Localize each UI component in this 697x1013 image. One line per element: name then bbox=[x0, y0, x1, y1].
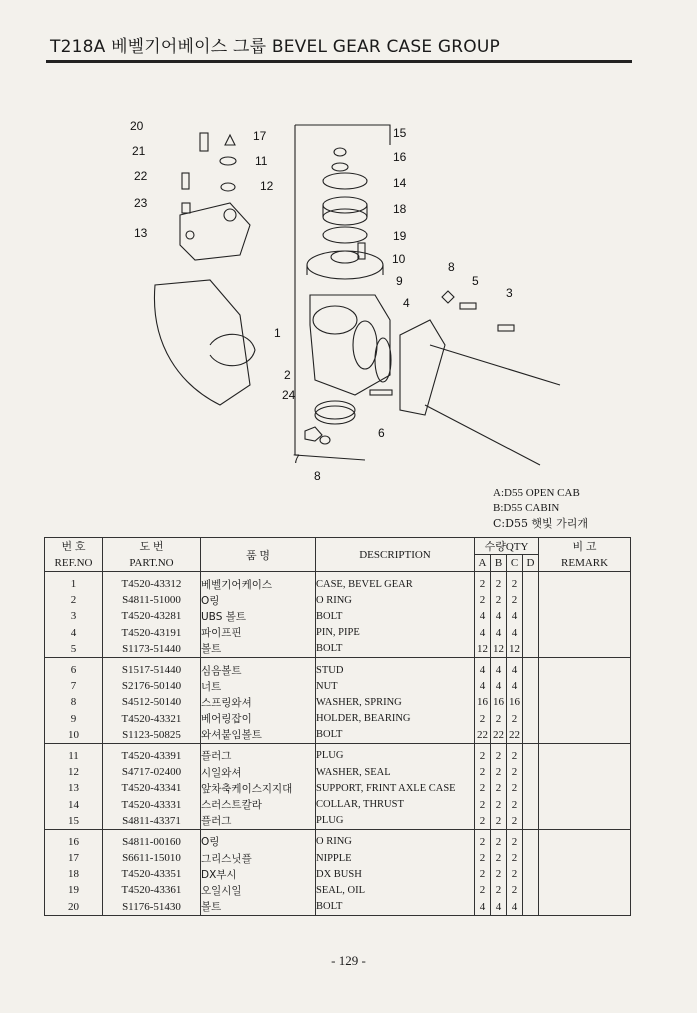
table-row bbox=[45, 711, 631, 727]
qty-b-cell: 22 bbox=[491, 727, 507, 744]
description-cell: BOLT bbox=[316, 899, 475, 916]
remark-cell bbox=[539, 764, 631, 780]
qty-a-cell: 2 bbox=[475, 764, 491, 780]
callout-label: 19 bbox=[393, 229, 407, 243]
header-qty-b: B bbox=[491, 555, 507, 572]
part-no-cell: S4811-43371 bbox=[103, 813, 201, 830]
table-row bbox=[45, 657, 631, 678]
qty-a-cell: 2 bbox=[475, 813, 491, 830]
qty-c-cell: 2 bbox=[507, 813, 523, 830]
korean-name-cell: 파이프핀 bbox=[201, 625, 316, 641]
callout-label: 12 bbox=[260, 179, 274, 193]
ref-cell: 10 bbox=[45, 727, 103, 744]
description-cell: SUPPORT, FRINT AXLE CASE bbox=[316, 780, 475, 796]
qty-c-cell: 16 bbox=[507, 694, 523, 710]
qty-c-cell: 2 bbox=[507, 882, 523, 898]
description-cell: O RING bbox=[316, 592, 475, 608]
korean-name-cell: 너트 bbox=[201, 678, 316, 694]
qty-d-cell bbox=[523, 657, 539, 678]
qty-a-cell: 2 bbox=[475, 829, 491, 850]
qty-a-cell: 4 bbox=[475, 625, 491, 641]
description-cell: HOLDER, BEARING bbox=[316, 711, 475, 727]
qty-a-cell: 2 bbox=[475, 711, 491, 727]
qty-c-cell: 2 bbox=[507, 796, 523, 812]
callout-label: 18 bbox=[393, 202, 407, 216]
callout-label: 15 bbox=[393, 126, 407, 140]
qty-c-cell: 2 bbox=[507, 592, 523, 608]
remark-cell bbox=[539, 743, 631, 764]
qty-a-cell: 4 bbox=[475, 899, 491, 916]
qty-d-cell bbox=[523, 899, 539, 916]
qty-d-cell bbox=[523, 796, 539, 812]
callout-label: 3 bbox=[506, 286, 513, 300]
table-row bbox=[45, 899, 631, 916]
remark-cell bbox=[539, 796, 631, 812]
qty-d-cell bbox=[523, 780, 539, 796]
table-row bbox=[45, 641, 631, 658]
header-part-ko: 도 번 bbox=[103, 538, 201, 555]
ref-cell: 9 bbox=[45, 711, 103, 727]
qty-b-cell: 16 bbox=[491, 694, 507, 710]
table-row bbox=[45, 866, 631, 882]
qty-b-cell: 2 bbox=[491, 813, 507, 830]
remark-cell bbox=[539, 608, 631, 624]
qty-d-cell bbox=[523, 694, 539, 710]
qty-b-cell: 2 bbox=[491, 711, 507, 727]
qty-a-cell: 2 bbox=[475, 882, 491, 898]
note-b: B:D55 CABIN bbox=[493, 502, 560, 514]
qty-d-cell bbox=[523, 572, 539, 593]
header-name-ko: 품 명 bbox=[201, 538, 316, 572]
callout-label: 1 bbox=[274, 326, 281, 340]
ref-cell: 16 bbox=[45, 829, 103, 850]
table-row bbox=[45, 813, 631, 830]
qty-b-cell: 2 bbox=[491, 866, 507, 882]
qty-b-cell: 2 bbox=[491, 882, 507, 898]
table-row bbox=[45, 727, 631, 744]
note-a: A:D55 OPEN CAB bbox=[493, 487, 580, 499]
remark-cell bbox=[539, 780, 631, 796]
qty-b-cell: 4 bbox=[491, 608, 507, 624]
callout-label: 20 bbox=[130, 119, 144, 133]
header-qty: 수량QTY bbox=[475, 538, 539, 555]
ref-cell: 14 bbox=[45, 796, 103, 812]
qty-a-cell: 2 bbox=[475, 796, 491, 812]
korean-name-cell: 볼트 bbox=[201, 641, 316, 658]
ref-cell: 6 bbox=[45, 657, 103, 678]
qty-c-cell: 12 bbox=[507, 641, 523, 658]
remark-cell bbox=[539, 711, 631, 727]
remark-cell bbox=[539, 813, 631, 830]
header-qty-a: A bbox=[475, 555, 491, 572]
page-number: - 129 - bbox=[331, 953, 366, 968]
callout-label: 7 bbox=[293, 452, 300, 466]
part-no-cell: S4811-00160 bbox=[103, 829, 201, 850]
table-row bbox=[45, 625, 631, 641]
qty-c-cell: 2 bbox=[507, 866, 523, 882]
header-remark-ko: 비 고 bbox=[539, 538, 631, 555]
callout-label: 24 bbox=[282, 388, 296, 402]
description-cell: PLUG bbox=[316, 813, 475, 830]
qty-c-cell: 4 bbox=[507, 625, 523, 641]
exploded-parts-diagram bbox=[100, 85, 580, 490]
part-no-cell: T4520-43341 bbox=[103, 780, 201, 796]
callout-label: 8 bbox=[314, 469, 321, 483]
part-no-cell: S4717-02400 bbox=[103, 764, 201, 780]
callout-label: 13 bbox=[134, 226, 148, 240]
part-no-cell: S6611-15010 bbox=[103, 850, 201, 866]
header-remark-en: REMARK bbox=[539, 555, 631, 572]
ref-cell: 17 bbox=[45, 850, 103, 866]
ref-cell: 7 bbox=[45, 678, 103, 694]
part-no-cell: S1176-51430 bbox=[103, 899, 201, 916]
ref-cell: 1 bbox=[45, 572, 103, 593]
table-row bbox=[45, 882, 631, 898]
remark-cell bbox=[539, 694, 631, 710]
korean-name-cell: UBS 볼트 bbox=[201, 608, 316, 624]
table-row bbox=[45, 572, 631, 593]
remark-cell bbox=[539, 625, 631, 641]
qty-c-cell: 2 bbox=[507, 829, 523, 850]
remark-cell bbox=[539, 882, 631, 898]
description-cell: BOLT bbox=[316, 727, 475, 744]
part-no-cell: S4512-50140 bbox=[103, 694, 201, 710]
qty-c-cell: 4 bbox=[507, 899, 523, 916]
note-c: C:D55 햇빛 가리개 bbox=[493, 517, 589, 530]
korean-name-cell: 그리스닛플 bbox=[201, 850, 316, 866]
ref-cell: 3 bbox=[45, 608, 103, 624]
qty-c-cell: 2 bbox=[507, 711, 523, 727]
qty-a-cell: 2 bbox=[475, 592, 491, 608]
parts-table bbox=[44, 537, 631, 916]
qty-b-cell: 2 bbox=[491, 850, 507, 866]
qty-c-cell: 2 bbox=[507, 572, 523, 593]
qty-d-cell bbox=[523, 641, 539, 658]
callout-label: 4 bbox=[403, 296, 410, 310]
qty-c-cell: 4 bbox=[507, 678, 523, 694]
qty-c-cell: 2 bbox=[507, 764, 523, 780]
part-no-cell: T4520-43281 bbox=[103, 608, 201, 624]
description-cell: STUD bbox=[316, 657, 475, 678]
qty-a-cell: 2 bbox=[475, 780, 491, 796]
description-cell: PIN, PIPE bbox=[316, 625, 475, 641]
qty-d-cell bbox=[523, 678, 539, 694]
remark-cell bbox=[539, 657, 631, 678]
qty-b-cell: 2 bbox=[491, 780, 507, 796]
header-description: DESCRIPTION bbox=[316, 538, 475, 572]
callout-label: 21 bbox=[132, 144, 146, 158]
korean-name-cell: 베어링잡이 bbox=[201, 711, 316, 727]
qty-a-cell: 2 bbox=[475, 743, 491, 764]
description-cell: O RING bbox=[316, 829, 475, 850]
table-row bbox=[45, 764, 631, 780]
ref-cell: 20 bbox=[45, 899, 103, 916]
qty-c-cell: 4 bbox=[507, 657, 523, 678]
remark-cell bbox=[539, 572, 631, 593]
description-cell: BOLT bbox=[316, 608, 475, 624]
part-no-cell: T4520-43312 bbox=[103, 572, 201, 593]
ref-cell: 2 bbox=[45, 592, 103, 608]
description-cell: COLLAR, THRUST bbox=[316, 796, 475, 812]
part-no-cell: T4520-43331 bbox=[103, 796, 201, 812]
qty-d-cell bbox=[523, 813, 539, 830]
model-notes bbox=[493, 486, 588, 531]
qty-d-cell bbox=[523, 608, 539, 624]
callout-label: 23 bbox=[134, 196, 148, 210]
header-part-en: PART.NO bbox=[103, 555, 201, 572]
callout-label: 17 bbox=[253, 129, 267, 143]
table-row bbox=[45, 780, 631, 796]
description-cell: BOLT bbox=[316, 641, 475, 658]
callout-label: 2 bbox=[284, 368, 291, 382]
description-cell: WASHER, SPRING bbox=[316, 694, 475, 710]
korean-name-cell: 오일시일 bbox=[201, 882, 316, 898]
korean-name-cell: 시일와셔 bbox=[201, 764, 316, 780]
table-row bbox=[45, 743, 631, 764]
korean-name-cell: 볼트 bbox=[201, 899, 316, 916]
korean-name-cell: 스러스트칼라 bbox=[201, 796, 316, 812]
header-ref-en: REF.NO bbox=[45, 555, 103, 572]
remark-cell bbox=[539, 866, 631, 882]
part-no-cell: T4520-43321 bbox=[103, 711, 201, 727]
page-title: T218A 베벨기어베이스 그룹 BEVEL GEAR CASE GROUP bbox=[50, 37, 500, 57]
korean-name-cell: 심음볼트 bbox=[201, 657, 316, 678]
qty-d-cell bbox=[523, 592, 539, 608]
qty-b-cell: 2 bbox=[491, 764, 507, 780]
qty-b-cell: 2 bbox=[491, 796, 507, 812]
part-no-cell: T4520-43391 bbox=[103, 743, 201, 764]
part-no-cell: S2176-50140 bbox=[103, 678, 201, 694]
description-cell: NIPPLE bbox=[316, 850, 475, 866]
table-row bbox=[45, 608, 631, 624]
ref-cell: 15 bbox=[45, 813, 103, 830]
qty-b-cell: 4 bbox=[491, 657, 507, 678]
ref-cell: 4 bbox=[45, 625, 103, 641]
table-row bbox=[45, 796, 631, 812]
korean-name-cell: 스프링와셔 bbox=[201, 694, 316, 710]
qty-b-cell: 4 bbox=[491, 678, 507, 694]
qty-b-cell: 12 bbox=[491, 641, 507, 658]
ref-cell: 8 bbox=[45, 694, 103, 710]
qty-b-cell: 2 bbox=[491, 572, 507, 593]
part-no-cell: S1123-50825 bbox=[103, 727, 201, 744]
table-row bbox=[45, 678, 631, 694]
remark-cell bbox=[539, 678, 631, 694]
description-cell: CASE, BEVEL GEAR bbox=[316, 572, 475, 593]
part-no-cell: T4520-43361 bbox=[103, 882, 201, 898]
part-no-cell: S1517-51440 bbox=[103, 657, 201, 678]
korean-name-cell: O링 bbox=[201, 592, 316, 608]
callout-label: 10 bbox=[392, 252, 406, 266]
korean-name-cell: 앞차축케이스지지대 bbox=[201, 780, 316, 796]
qty-c-cell: 2 bbox=[507, 780, 523, 796]
qty-a-cell: 2 bbox=[475, 866, 491, 882]
table-row bbox=[45, 694, 631, 710]
qty-a-cell: 16 bbox=[475, 694, 491, 710]
part-no-cell: T4520-43351 bbox=[103, 866, 201, 882]
qty-d-cell bbox=[523, 850, 539, 866]
korean-name-cell: 베벨기어케이스 bbox=[201, 572, 316, 593]
korean-name-cell: 와셔붙임볼트 bbox=[201, 727, 316, 744]
qty-d-cell bbox=[523, 743, 539, 764]
qty-a-cell: 4 bbox=[475, 657, 491, 678]
qty-a-cell: 22 bbox=[475, 727, 491, 744]
qty-b-cell: 2 bbox=[491, 829, 507, 850]
header-qty-c: C bbox=[507, 555, 523, 572]
qty-c-cell: 2 bbox=[507, 743, 523, 764]
qty-a-cell: 2 bbox=[475, 850, 491, 866]
remark-cell bbox=[539, 899, 631, 916]
callout-label: 6 bbox=[378, 426, 385, 440]
qty-d-cell bbox=[523, 764, 539, 780]
korean-name-cell: 플러그 bbox=[201, 813, 316, 830]
qty-c-cell: 22 bbox=[507, 727, 523, 744]
ref-cell: 18 bbox=[45, 866, 103, 882]
qty-d-cell bbox=[523, 829, 539, 850]
qty-b-cell: 4 bbox=[491, 625, 507, 641]
qty-d-cell bbox=[523, 866, 539, 882]
header-qty-d: D bbox=[523, 555, 539, 572]
callout-label: 14 bbox=[393, 176, 407, 190]
qty-b-cell: 4 bbox=[491, 899, 507, 916]
callout-label: 11 bbox=[255, 154, 268, 168]
callout-label: 22 bbox=[134, 169, 148, 183]
callout-label: 9 bbox=[396, 274, 403, 288]
header-ref-ko: 번 호 bbox=[45, 538, 103, 555]
remark-cell bbox=[539, 727, 631, 744]
remark-cell bbox=[539, 592, 631, 608]
description-cell: PLUG bbox=[316, 743, 475, 764]
qty-d-cell bbox=[523, 625, 539, 641]
callout-label: 8 bbox=[448, 260, 455, 274]
table-row bbox=[45, 829, 631, 850]
remark-cell bbox=[539, 829, 631, 850]
qty-d-cell bbox=[523, 711, 539, 727]
part-no-cell: S1173-51440 bbox=[103, 641, 201, 658]
qty-d-cell bbox=[523, 882, 539, 898]
qty-d-cell bbox=[523, 727, 539, 744]
qty-c-cell: 4 bbox=[507, 608, 523, 624]
korean-name-cell: O링 bbox=[201, 829, 316, 850]
qty-c-cell: 2 bbox=[507, 850, 523, 866]
description-cell: NUT bbox=[316, 678, 475, 694]
title-rule bbox=[46, 60, 632, 63]
ref-cell: 13 bbox=[45, 780, 103, 796]
korean-name-cell: 플러그 bbox=[201, 743, 316, 764]
qty-a-cell: 4 bbox=[475, 678, 491, 694]
ref-cell: 19 bbox=[45, 882, 103, 898]
ref-cell: 11 bbox=[45, 743, 103, 764]
description-cell: DX BUSH bbox=[316, 866, 475, 882]
table-row bbox=[45, 850, 631, 866]
table-row bbox=[45, 592, 631, 608]
part-no-cell: S4811-51000 bbox=[103, 592, 201, 608]
callout-label: 5 bbox=[472, 274, 479, 288]
qty-a-cell: 2 bbox=[475, 572, 491, 593]
ref-cell: 5 bbox=[45, 641, 103, 658]
qty-a-cell: 12 bbox=[475, 641, 491, 658]
qty-a-cell: 4 bbox=[475, 608, 491, 624]
qty-b-cell: 2 bbox=[491, 592, 507, 608]
ref-cell: 12 bbox=[45, 764, 103, 780]
callout-label: 16 bbox=[393, 150, 407, 164]
part-no-cell: T4520-43191 bbox=[103, 625, 201, 641]
description-cell: SEAL, OIL bbox=[316, 882, 475, 898]
remark-cell bbox=[539, 641, 631, 658]
qty-b-cell: 2 bbox=[491, 743, 507, 764]
remark-cell bbox=[539, 850, 631, 866]
korean-name-cell: DX부시 bbox=[201, 866, 316, 882]
description-cell: WASHER, SEAL bbox=[316, 764, 475, 780]
